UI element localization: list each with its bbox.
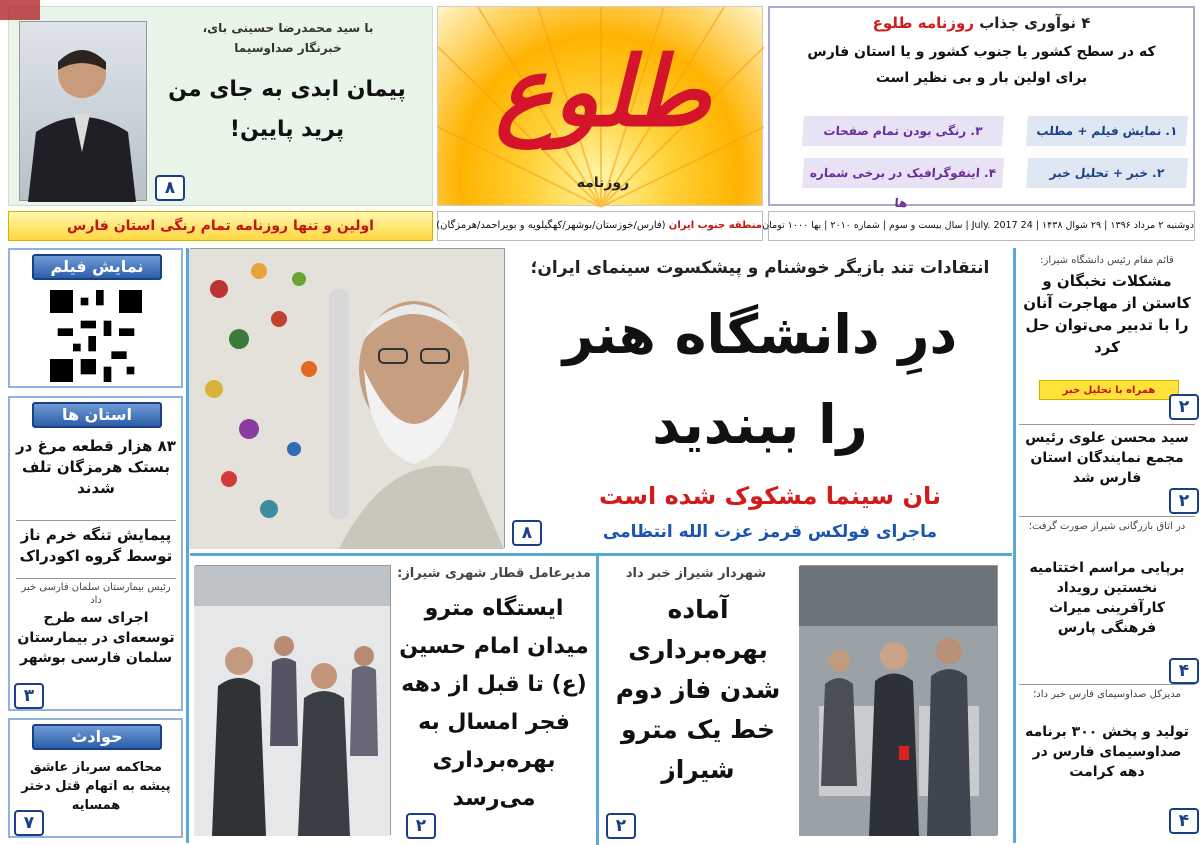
region-bar bbox=[437, 211, 763, 241]
interview-box bbox=[8, 6, 433, 206]
metro2-headline[interactable]: ایستگاه مترو میدان امام حسین (ع) تا قبل از دهه فجر امسال به بهره‌برداری می‌رسد bbox=[399, 596, 589, 811]
divider-line bbox=[1013, 248, 1016, 843]
right-story-3-kicker: در اتاق بازرگانی شیراز صورت گرفت؛ bbox=[1028, 521, 1186, 532]
lead-headline-1[interactable]: درِ دانشگاه هنر bbox=[562, 303, 958, 366]
lead-photo[interactable] bbox=[190, 248, 505, 548]
promo-title-prefix: ۴ نوآوری جذاب bbox=[979, 14, 1091, 32]
lead-subhead-1: نان سینما مشکوک شده است bbox=[599, 482, 941, 510]
divider-line bbox=[1019, 684, 1195, 685]
page-number-badge[interactable]: ۲ bbox=[606, 813, 636, 839]
date-bar bbox=[762, 211, 1195, 241]
masthead-logo-box bbox=[437, 6, 763, 206]
newspaper-logo: طلوع bbox=[495, 35, 711, 148]
right-story-1[interactable]: مشکلات نخبگان و کاستن از مهاجرت آنان را با تدبیر می‌توان حل کرد bbox=[1023, 272, 1191, 356]
provinces-heading: استان ها bbox=[32, 402, 162, 428]
person-silhouette-icon bbox=[18, 22, 146, 202]
promo-item-3: ۳. رنگی بودن تمام صفحات bbox=[802, 116, 1004, 146]
tagline-text: اولین و تنها روزنامه تمام رنگی استان فارس bbox=[67, 218, 374, 234]
divider-line bbox=[596, 556, 599, 845]
metro-visit-graphic bbox=[194, 566, 390, 836]
promo-item-4: ۴. اینفوگرافیک در برخی شماره ها bbox=[802, 158, 1004, 188]
promo-item-1: ۱. نمایش فیلم + مطلب bbox=[1026, 116, 1188, 146]
metro1-kicker: شهردار شیراز خبر داد bbox=[625, 566, 767, 581]
metro2-kicker: مدیرعامل قطار شهری شیراز: bbox=[397, 566, 591, 581]
promo-box bbox=[768, 6, 1195, 210]
interview-portrait bbox=[19, 21, 147, 201]
lead-subhead-2: ماجرای فولکس قرمز عزت الله انتظامی bbox=[602, 522, 938, 542]
promo-line-2: که در سطح کشور یا جنوب کشور و یا استان فارس bbox=[807, 44, 1156, 60]
actor-photo-graphic bbox=[189, 249, 504, 549]
qr-code-icon[interactable] bbox=[48, 290, 144, 382]
page-number-badge[interactable]: ۴ bbox=[1169, 808, 1199, 834]
right-story-4[interactable]: تولید و پخش ۳۰۰ برنامه صداوسیمای فارس در دهه کرامت bbox=[1025, 724, 1189, 780]
province-story-3[interactable]: اجرای سه طرح توسعه‌ای در بیمارستان سلمان فارسی بوشهر bbox=[17, 610, 175, 666]
metro-station-graphic bbox=[799, 566, 997, 836]
events-story-1[interactable]: محاکمه سرباز عاشق پیشه به اتهام قتل دختر همسایه bbox=[21, 760, 171, 813]
film-box bbox=[8, 248, 183, 388]
right-story-1-kicker: قائم مقام رئیس دانشگاه شیراز: bbox=[1040, 255, 1174, 266]
promo-item-2: ۲. خبر + تحلیل خبر bbox=[1026, 158, 1188, 188]
province-story-1[interactable]: ۸۳ هزار قطعه مرغ در بستک هرمزگان تلف شدند bbox=[16, 437, 176, 497]
date-line: دوشنبه ۲ مرداد ۱۳۹۶ | ۲۹ شوال ۱۴۳۸ | 24 July. 2017 | سال بیست و سوم | شماره ۲۰۱۰ | بها ۱۰۰۰ تومان bbox=[762, 220, 1194, 231]
page-number-badge[interactable]: ۴ bbox=[1169, 658, 1199, 684]
interview-role: خبرنگار صداوسیما bbox=[234, 41, 342, 55]
right-story-4-kicker: مدیرکل صداوسیمای فارس خبر داد؛ bbox=[1033, 689, 1181, 700]
divider-line bbox=[1019, 424, 1195, 425]
lead-kicker: انتقادات تند بازیگر خوشنام و پیشکسوت سینمای ایران؛ bbox=[530, 258, 990, 278]
film-heading: نمایش فیلم bbox=[32, 254, 162, 280]
page-number-badge[interactable]: ۲ bbox=[1169, 488, 1199, 514]
newspaper-logo-sub: روزنامه bbox=[576, 175, 630, 191]
events-heading: حوادث bbox=[32, 724, 162, 750]
divider-line bbox=[186, 248, 189, 843]
promo-line-3: برای اولین بار و بی نظیر است bbox=[875, 70, 1088, 86]
corner-ribbon bbox=[0, 0, 40, 20]
events-box bbox=[8, 718, 183, 838]
page-number-badge[interactable]: ۸ bbox=[155, 175, 185, 201]
tagline-bar bbox=[8, 211, 433, 241]
metro-photo-1[interactable] bbox=[800, 565, 998, 835]
metro-photo-2[interactable] bbox=[195, 565, 391, 835]
lead-headline-2[interactable]: را ببندید bbox=[652, 393, 868, 456]
region-label: منطقه جنوب ایران bbox=[668, 220, 762, 231]
interview-headline-1: پیمان ابدی به جای من bbox=[168, 77, 406, 102]
right-story-2[interactable]: سید محسن علوی رئیس مجمع نمایندگان استان فارس شد bbox=[1025, 430, 1189, 486]
province-story-3-kicker: رئیس بیمارستان سلمان فارسی خبر داد bbox=[16, 578, 176, 607]
divider-line bbox=[190, 553, 1012, 556]
metro1-headline[interactable]: آماده بهره‌برداری شدن فاز دوم خط یک مترو شیراز bbox=[615, 595, 781, 784]
provinces-label: (فارس/خوزستان/بوشهر/کهگیلویه و بویراحمد/هرمزگان) bbox=[436, 220, 666, 231]
right-column bbox=[1019, 248, 1195, 843]
page-number-badge[interactable]: ۳ bbox=[14, 683, 44, 709]
right-story-3[interactable]: برپایی مراسم اختتامیه نخستین رویداد کارآفرینی میراث فرهنگی پارس bbox=[1029, 560, 1185, 636]
page-number-badge[interactable]: ۲ bbox=[406, 813, 436, 839]
provinces-box bbox=[8, 396, 183, 711]
divider-line bbox=[1019, 516, 1195, 517]
interview-headline-2: پرید پایین! bbox=[229, 117, 345, 142]
page-number-badge[interactable]: ۷ bbox=[14, 810, 44, 836]
analysis-badge: همراه با تحلیل خبر bbox=[1039, 380, 1179, 400]
promo-title bbox=[770, 14, 1193, 32]
interview-by: با سید محمدرضا حسینی بای، bbox=[202, 21, 374, 35]
page-number-badge[interactable]: ۸ bbox=[512, 520, 542, 546]
province-story-2[interactable]: پیمایش تنگه خرم ناز توسط گروه اکودراک bbox=[16, 520, 176, 567]
promo-title-brand: روزنامه طلوع bbox=[872, 14, 974, 32]
page-number-badge[interactable]: ۲ bbox=[1169, 394, 1199, 420]
